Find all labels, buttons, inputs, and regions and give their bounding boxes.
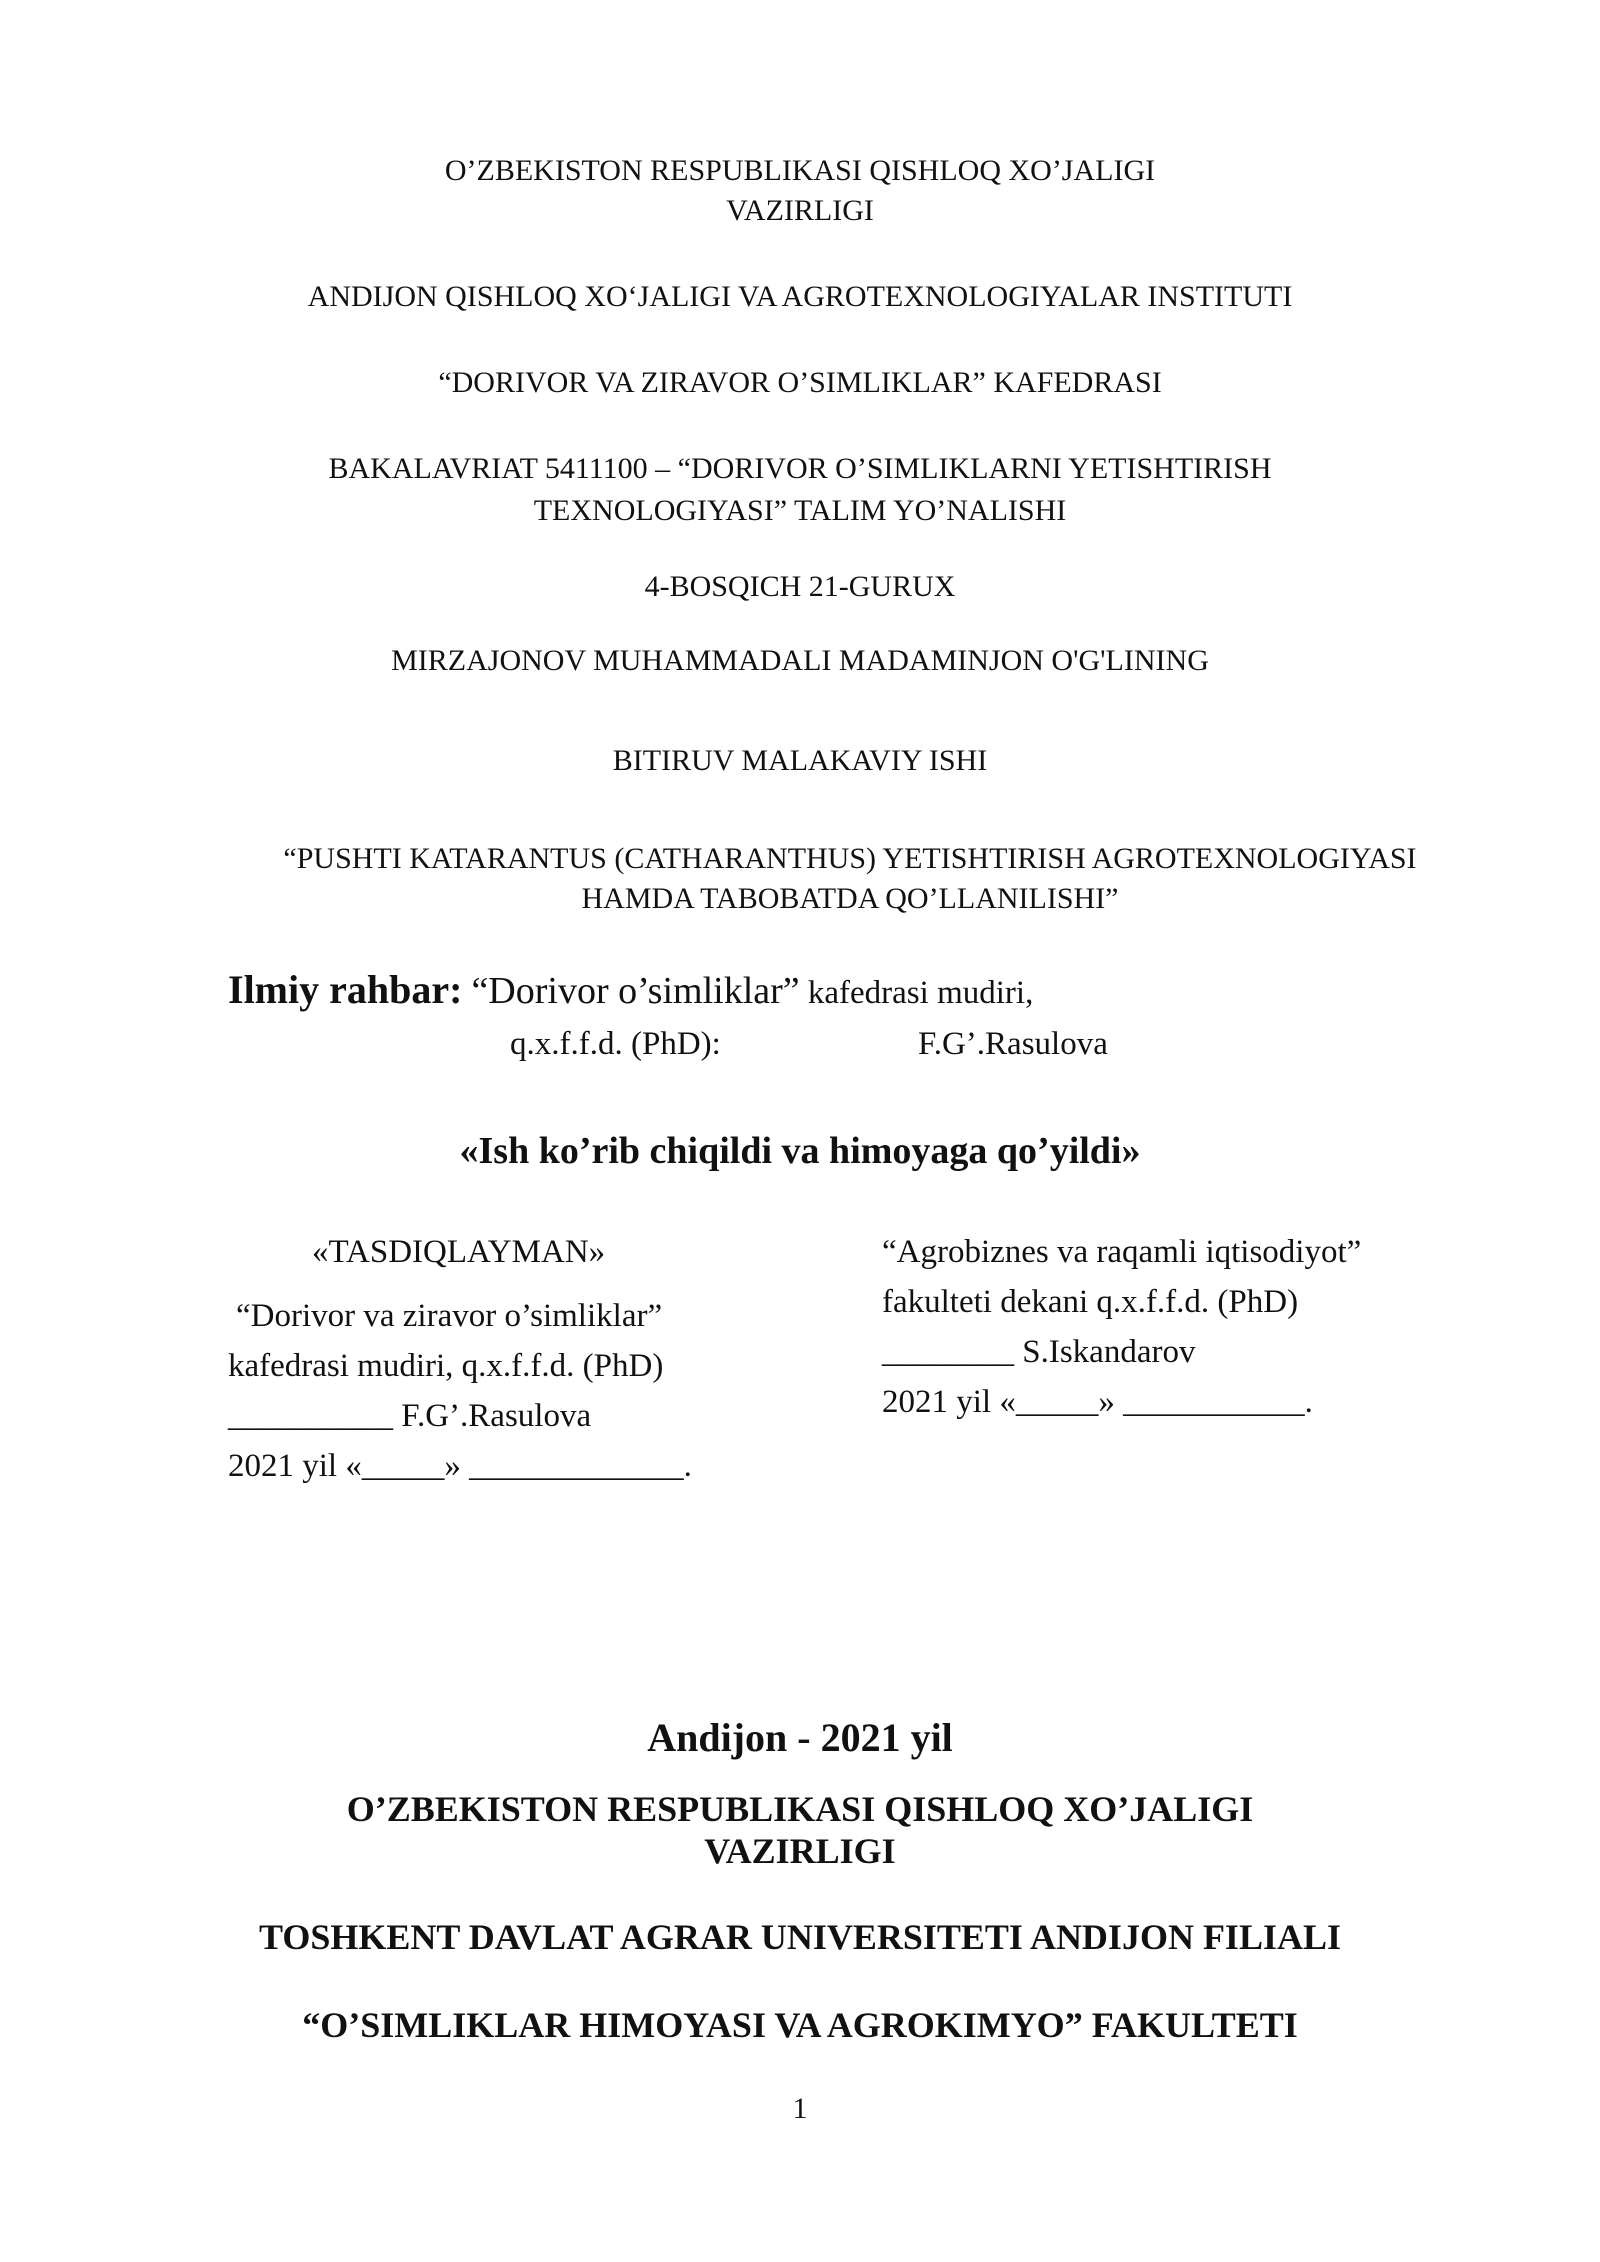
supervisor-degree: q.x.f.f.d. (PhD): xyxy=(510,1026,721,1062)
supervisor-name: F.G’.Rasulova xyxy=(918,1026,1108,1062)
topic-line-1: “PUSHTI KATARANTUS (CATHARANTHUS) YETISHTIRISH AGROTEXNOLOGIYASI xyxy=(283,842,1417,875)
work-type: BITIRUV MALAKAVIY ISHI xyxy=(612,744,988,777)
approval-left-title: «TASDIQLAYMAN» xyxy=(312,1234,606,1270)
approval-left-line-3: __________ F.G’.Rasulova xyxy=(228,1398,592,1434)
approval-left-line-4: 2021 yil «_____» _____________. xyxy=(228,1448,692,1484)
city-year: Andijon - 2021 yil xyxy=(647,1715,953,1760)
program-line-2: TEXNOLOGIYASI” TALIM YO’NALISHI xyxy=(533,494,1067,527)
review-note: «Ish ko’rib chiqildi va himoyaga qo’yildi» xyxy=(459,1130,1141,1172)
approval-left-line-1: “Dorivor va ziravor o’simliklar” xyxy=(236,1298,663,1334)
supervisor-label: Ilmiy rahbar: xyxy=(228,967,463,1012)
institute-name: ANDIJON QISHLOQ XO‘JALIGI VA AGROTEXNOLOGIYALAR INSTITUTI xyxy=(307,280,1293,313)
department-name: “DORIVOR VA ZIRAVOR O’SIMLIKLAR” KAFEDRASI xyxy=(438,366,1162,399)
topic-line-2: HAMDA TABOBATDA QO’LLANILISHI” xyxy=(581,882,1119,915)
ministry-line-1: O’ZBEKISTON RESPUBLIKASI QISHLOQ XO’JALIGI xyxy=(444,154,1156,187)
approval-right-line-3: ________ S.Iskandarov xyxy=(882,1334,1196,1370)
approval-right-line-1: “Agrobiznes va raqamli iqtisodiyot” xyxy=(882,1234,1362,1270)
student-name: MIRZAJONOV MUHAMMADALI MADAMINJON O'G'LINING xyxy=(391,644,1209,677)
footer-faculty: “O’SIMLIKLAR HIMOYASI VA AGROKIMYO” FAKULTETI xyxy=(302,2005,1298,2045)
approval-left-line-2: kafedrasi mudiri, q.x.f.f.d. (PhD) xyxy=(228,1348,664,1384)
supervisor-role: kafedrasi mudiri, xyxy=(799,975,1034,1011)
footer-ministry-line-1: O’ZBEKISTON RESPUBLIKASI QISHLOQ XO’JALIGI xyxy=(346,1789,1254,1829)
ministry-line-2: VAZIRLIGI xyxy=(726,194,874,227)
group-info: 4-BOSQICH 21-GURUX xyxy=(644,570,956,603)
page-number: 1 xyxy=(792,2092,808,2125)
supervisor-dept: “Dorivor o’simliklar” xyxy=(471,970,800,1012)
approval-right-line-2: fakulteti dekani q.x.f.f.d. (PhD) xyxy=(882,1284,1299,1320)
footer-university: TOSHKENT DAVLAT AGRAR UNIVERSITETI ANDIJON FILIALI xyxy=(259,1917,1341,1957)
program-line-1: BAKALAVRIAT 5411100 – “DORIVOR O’SIMLIKLARNI YETISHTIRISH xyxy=(328,452,1272,485)
supervisor-line xyxy=(228,966,1033,1017)
approval-right-line-4: 2021 yil «_____» ___________. xyxy=(882,1384,1313,1420)
footer-ministry-line-2: VAZIRLIGI xyxy=(704,1831,896,1871)
